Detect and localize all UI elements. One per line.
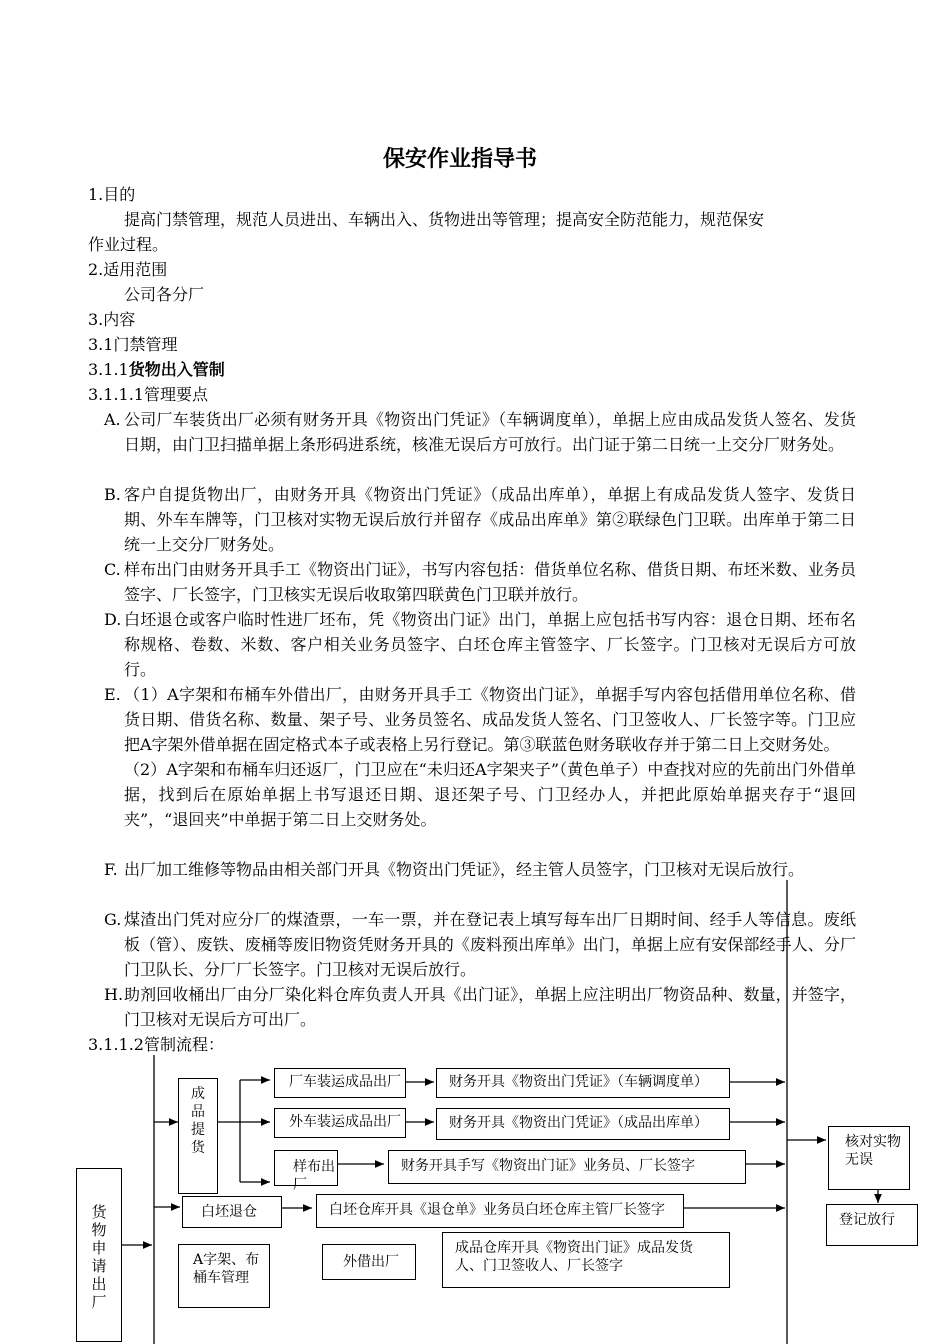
- item-text: 助剂回收桶出厂由分厂染化料仓库负责人开具《出门证》，单据上应注明出厂物资品种、数量，并签字，门卫核对无误后方可出厂。: [124, 985, 856, 1029]
- item-text-2: （2）A字架和布桶车归还返厂，门卫应在“未归还A字架夹子”（黄色单子）中查找对应的先前出门外借单据，找到后在原始单据上书写退还日期、退还架子号、门卫经办人，并把此原始单据夹存于“退回夹”，“退回夹”中单据于第二日上交财务处。: [124, 760, 856, 829]
- item-text: 客户自提货物出厂，由财务开具《物资出门凭证》（成品出库单），单据上有成品发货人签字、发货日期、外车车牌等，门卫核对实物无误后放行并留存《成品出库单》第②联绿色门卫联。出库单于第二日统一上交分厂财务处。: [124, 485, 856, 554]
- section-3-1-1-2-heading: 3.1.1.2管制流程：: [88, 1035, 224, 1054]
- section-3-1-1-1-heading: 3.1.1.1管理要点: [88, 385, 208, 404]
- sample-box: 样布出厂: [274, 1150, 338, 1186]
- lend-out-box: 外借出厂: [322, 1244, 416, 1280]
- item-label: B.: [104, 485, 121, 504]
- finance-factory-box: 财务开具《物资出门凭证》（车辆调度单）: [436, 1068, 730, 1098]
- item-label: E.: [104, 685, 121, 704]
- section-2-heading: 2.适用范围: [88, 260, 168, 279]
- verify-box: 核对实物无误: [828, 1126, 910, 1190]
- finished-goods-box: 成品提货: [178, 1078, 218, 1194]
- finance-sample-box: 财务开具手写《物资出门证》业务员、厂长签字: [388, 1150, 746, 1184]
- item-text: （1）A字架和布桶车外借出厂，由财务开具手工《物资出门证》，单据手写内容包括借用单位名称、借货日期、借货名称、数量、架子号、业务员签名、成品发货人签名、门卫签收人、厂长签字等。门卫应把A字架外借单据在固定格式本子或表格上另行登记。第③联蓝色财务联收存并于第二日上交财务处。: [124, 685, 856, 754]
- section-3-1-heading: 3.1门禁管理: [88, 335, 178, 354]
- item-label: F.: [104, 860, 118, 879]
- item-text: 白坯退仓或客户临时性进厂坯布，凭《物资出门证》出门，单据上应包括书写内容：退仓日期、坯布名称规格、卷数、米数、客户相关业务员签字、白坯仓库主管签字、厂长签字。门卫核对无误后方可放行。: [124, 610, 856, 679]
- item-text: 公司厂车装货出厂必须有财务开具《物资出门凭证》（车辆调度单），单据上应由成品发货人签名、发货日期，由门卫扫描单据上条形码进系统，核准无误后方可放行。出门证于第二日统一上交分厂财务处。: [124, 410, 856, 454]
- item-label: C.: [104, 560, 121, 579]
- grey-return-box: 白坯退仓: [182, 1196, 282, 1228]
- item-text: 样布出门由财务开具手工《物资出门证》，书写内容包括：借货单位名称、借货日期、布坯米数、业务员签字、厂长签字，门卫核实无误后收取第四联黄色门卫联并放行。: [124, 560, 856, 604]
- section-1-text-line1: 提高门禁管理，规范人员进出、车辆出入、货物进出等管理；提高安全防范能力，规范保安: [124, 210, 765, 229]
- apply-exit-box: 货物申请出厂: [76, 1168, 122, 1342]
- item-label: H.: [104, 985, 124, 1004]
- page-title: 保安作业指导书: [382, 147, 537, 172]
- outside-car-box: 外车装运成品出厂: [274, 1108, 406, 1138]
- lend-doc-box: 成品仓库开具《物资出门证》成品发货人、门卫签收人、厂长签字: [442, 1232, 730, 1288]
- register-release-box: 登记放行: [826, 1204, 918, 1246]
- section-2-text: 公司各分厂: [124, 285, 205, 304]
- item-text: 煤渣出门凭对应分厂的煤渣票，一车一票，并在登记表上填写每车出厂日期时间、经手人等信息。废纸板（管）、废铁、废桶等废旧物资凭财务开具的《废料预出库单》出门，单据上应有安保部经手人、分厂门卫队长、分厂厂长签字。门卫核对无误后放行。: [124, 910, 856, 979]
- section-number: 3.1.1: [88, 360, 129, 379]
- grey-doc-box: 白坯仓库开具《退仓单》业务员白坯仓库主管厂长签字: [316, 1194, 684, 1228]
- factory-car-box: 厂车装运成品出厂: [274, 1068, 406, 1098]
- item-label: G.: [104, 910, 122, 929]
- section-3-heading: 3.内容: [88, 310, 136, 329]
- item-label: D.: [104, 610, 122, 629]
- section-title: 货物出入管制: [128, 360, 225, 379]
- item-label: A.: [104, 410, 121, 429]
- section-1-text-line2: 作业过程。: [88, 235, 169, 254]
- item-text: 出厂加工维修等物品由相关部门开具《物资出门凭证》，经主管人员签字，门卫核对无误后放行。: [124, 860, 805, 879]
- finance-outside-box: 财务开具《物资出门凭证》（成品出库单）: [436, 1108, 730, 1140]
- aframe-box: A字架、布桶车管理: [178, 1244, 270, 1308]
- section-1-heading: 1.目的: [88, 185, 136, 204]
